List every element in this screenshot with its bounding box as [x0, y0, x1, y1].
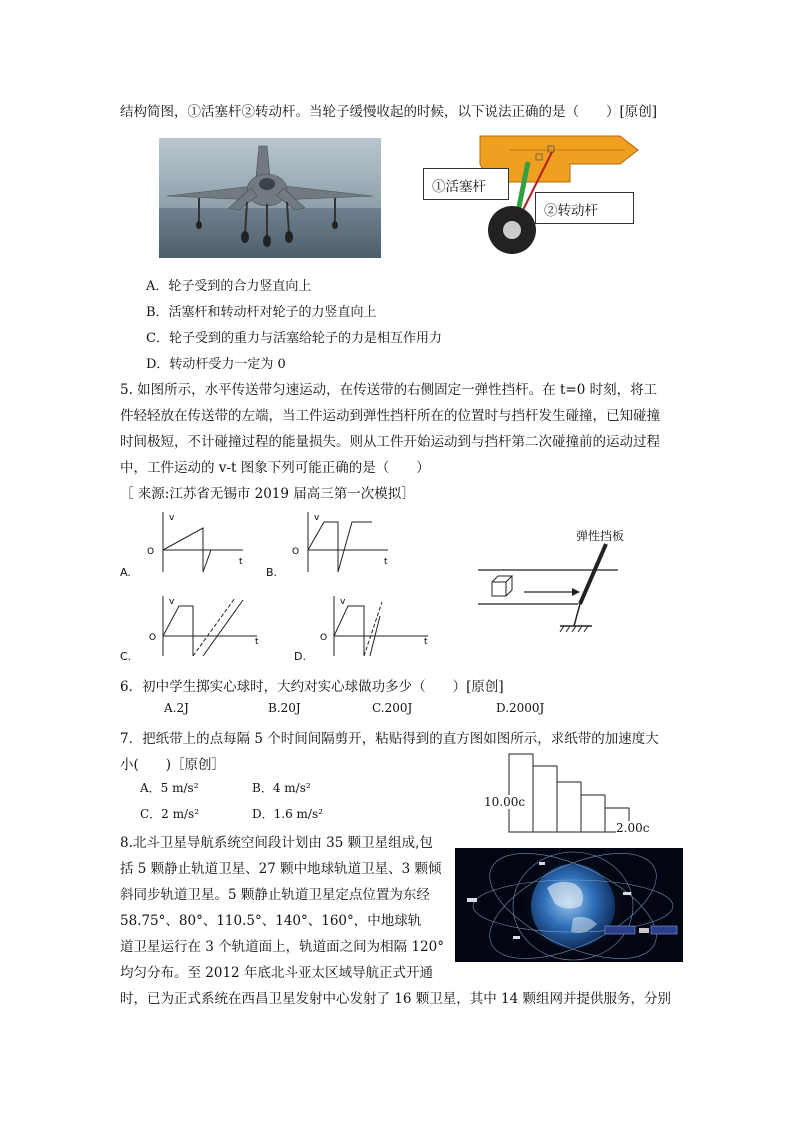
q8-line-3: 斜同步轨道卫星。5 颗静止轨道卫星定点位置为东经	[120, 887, 430, 903]
q5-line-2: 件轻轻放在传送带的左端，当工件运动到弹性挡杆所在的位置时与挡杆发生碰撞，已知碰撞	[120, 408, 660, 424]
q8-line-4: 58.75°、80°、110.5°、140°、160°，中地球轨	[120, 913, 422, 929]
q6-option-b: B.20J	[268, 701, 301, 715]
histogram-label-bottom: 2.00c	[616, 821, 650, 835]
q4-option-a: A．轮子受到的合力竖直向上	[146, 279, 312, 294]
q7-option-c: C．2 m/s²	[140, 807, 200, 821]
elastic-baffle-label: 弹性挡板	[576, 529, 625, 543]
histogram-bar-2	[533, 766, 557, 832]
q4-option-c: C．轮子受到的重力与活塞给轮子的力是相互作用力	[146, 331, 442, 346]
histogram-bar-1	[509, 754, 533, 832]
q6-option-c: C.200J	[372, 701, 413, 715]
q4-intro: 结构简图，①活塞杆②转动杆。当轮子缓慢收起的时候，以下说法正确的是（ ）[原创]	[120, 104, 658, 120]
harrier-jet-photo	[159, 138, 381, 258]
graph-c	[145, 592, 265, 664]
q8-line-6: 均匀分布。至 2012 年底北斗亚太区域导航正式开通	[120, 965, 433, 981]
graph-a-v-label: v	[169, 513, 175, 523]
histogram-bar-3	[557, 782, 581, 832]
graph-a-label: A.	[120, 566, 131, 579]
q5-source: ［ 来源:江苏省无锡市 2019 届高三第一次模拟］	[120, 486, 415, 502]
piston-rod-label: ①活塞杆	[432, 179, 486, 195]
q4-option-d: D．转动杆受力一定为 0	[146, 357, 286, 372]
graph-c-v-label: v	[169, 597, 175, 607]
q6-option-a: A.2J	[164, 701, 189, 715]
q7-option-b: B．4 m/s²	[252, 781, 311, 795]
graph-b-o-label: O	[292, 547, 300, 557]
graph-b-t-label: t	[384, 557, 388, 567]
beidou-satellite-image	[455, 848, 683, 962]
q5-line-4: 中，工件运动的 v-t 图象下列可能正确的是（ ）	[120, 460, 430, 476]
rotating-rod-label: ②转动杆	[544, 203, 598, 219]
piston-rod-label-box	[423, 168, 509, 200]
graph-b	[290, 508, 400, 580]
q7-line-2: 小( )［原创］	[120, 757, 226, 773]
graph-b-label: B.	[266, 566, 278, 579]
q7-line-1: 7．把纸带上的点每隔 5 个时间间隔剪开，粘贴得到的直方图如图所示，求纸带的加速度大	[120, 731, 659, 747]
graph-a	[145, 508, 255, 580]
graph-d-o-label: O	[320, 633, 328, 643]
graph-d-label: D.	[294, 650, 306, 663]
graph-c-t-label: t	[255, 637, 259, 647]
graph-c-o-label: O	[149, 633, 157, 643]
q8-line-2: 括 5 颗静止轨道卫星、27 颗中地球轨道卫星、3 颗倾	[120, 861, 442, 877]
q5-line-3: 时间极短，不计碰撞过程的能量损失。则从工件开始运动到与挡杆第二次碰撞前的运动过程	[120, 434, 660, 450]
q6-option-d: D.2000J	[496, 701, 545, 715]
graph-d-t-label: t	[424, 637, 428, 647]
rotating-rod-label-box	[535, 192, 634, 224]
q8-line-5: 道卫星运行在 3 个轨道面上，轨道面之间为相隔 120°	[120, 939, 444, 955]
graph-a-t-label: t	[239, 557, 243, 567]
q4-option-b: B．活塞杆和转动杆对轮子的力竖直向上	[146, 305, 377, 320]
graph-c-label: C.	[120, 650, 132, 663]
q7-option-d: D．1.6 m/s²	[252, 807, 323, 821]
histogram-bar-4	[581, 795, 605, 832]
graph-d	[316, 592, 436, 664]
q6-stem: 6．初中学生掷实心球时，大约对实心球做功多少（ ）[原创]	[120, 679, 504, 695]
graph-a-o-label: O	[147, 547, 155, 557]
graph-d-v-label: v	[340, 597, 346, 607]
graph-b-v-label: v	[314, 513, 320, 523]
q8-line-1: 8.北斗卫星导航系统空间段计划由 35 颗卫星组成,包	[120, 835, 433, 851]
q8-last-line: 时，已为正式系统在西昌卫星发射中心发射了 16 颗卫星，其中 14 颗组网并提供服务，分别	[120, 991, 672, 1007]
histogram-label-top: 10.00c	[484, 795, 526, 809]
q7-option-a: A．5 m/s²	[140, 781, 199, 795]
q5-line-1: 5. 如图所示，水平传送带匀速运动，在传送带的右侧固定一弹性挡杆。在 t=0 时刻，将工	[120, 382, 658, 398]
